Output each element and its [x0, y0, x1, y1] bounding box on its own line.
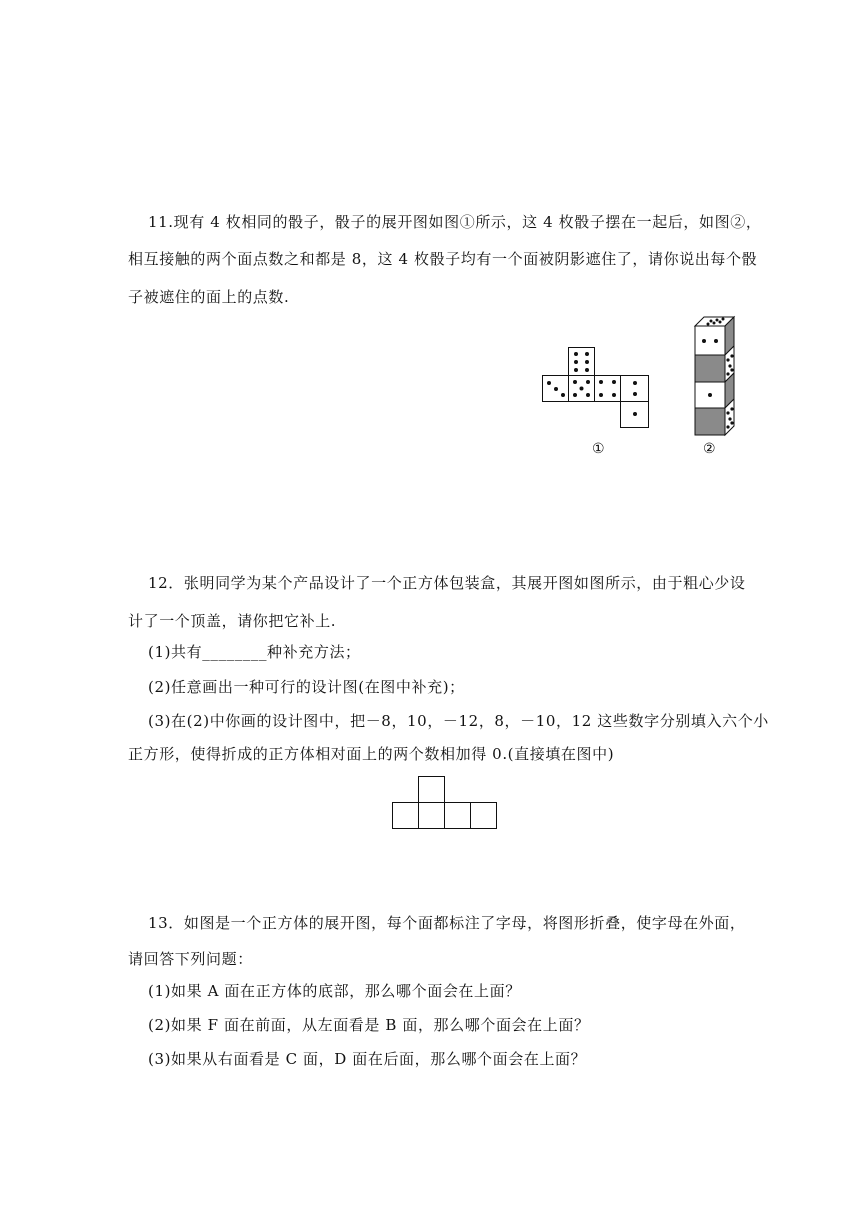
net-face-4 [621, 376, 649, 402]
net-square-2 [419, 803, 445, 829]
die-4-front-shaded [695, 408, 725, 435]
q12-line-4: (2)任意画出一种可行的设计图(在图中补充)； [148, 678, 465, 696]
q13-line-3: (1)如果 A 面在正方体的底部，那么哪个面会在上面？ [148, 982, 521, 1000]
q12-line-6: 正方形，使得折成的正方体相对面上的两个数相加得 0.(直接填在图中) [128, 745, 615, 763]
stacked-dice-figure [693, 315, 743, 440]
q12-line-5: (3)在(2)中你画的设计图中，把－8，10，－12，8，－10，12 这些数字分别填入六个小 [148, 712, 769, 730]
q11-line-3: 子被遮住的面上的点数. [128, 288, 290, 306]
cube-net-figure [390, 775, 500, 831]
die-1-front [695, 326, 725, 355]
figure-2-caption: ② [703, 441, 716, 457]
die-2-front-shaded [695, 355, 725, 382]
net-square-1 [393, 803, 419, 829]
q13-line-1: 13．如图是一个正方体的展开图，每个面都标注了字母，将图形折叠，使字母在外面， [148, 914, 746, 932]
net-square-4 [471, 803, 497, 829]
net-square-3 [445, 803, 471, 829]
q12-line-3: (1)共有________种补充方法； [148, 643, 361, 661]
net-face-3 [595, 376, 621, 402]
q11-line-2: 相互接触的两个面点数之和都是 8，这 4 枚骰子均有一个面被阴影遮住了，请你说出每个骰 [128, 250, 758, 268]
q13-line-4: (2)如果 F 面在前面，从左面看是 B 面，那么哪个面会在上面？ [148, 1016, 590, 1034]
q13-line-2: 请回答下列问题： [128, 950, 253, 968]
q12-line-2: 计了一个顶盖，请你把它补上. [128, 612, 337, 630]
q12-line-1: 12．张明同学为某个产品设计了一个正方体包装盒，其展开图如图所示，由于粗心少设 [148, 574, 746, 592]
dice-net-figure [540, 345, 655, 430]
net-square-top [419, 777, 445, 803]
net-face-top [569, 348, 595, 376]
figure-1-caption: ① [592, 441, 605, 457]
q13-line-5: (3)如果从右面看是 C 面，D 面在后面，那么哪个面会在上面？ [148, 1050, 587, 1068]
q11-line-1: 11.现有 4 枚相同的骰子，骰子的展开图如图①所示，这 4 枚骰子摆在一起后，如图②， [148, 213, 762, 231]
